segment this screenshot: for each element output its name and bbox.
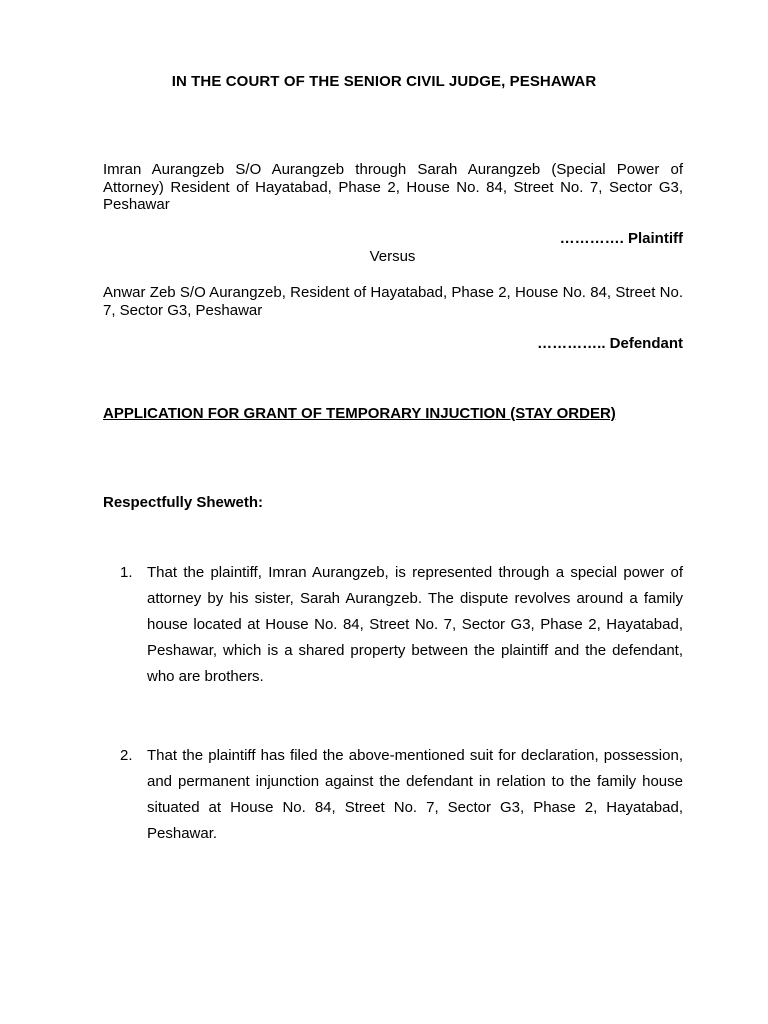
court-title: IN THE COURT OF THE SENIOR CIVIL JUDGE, PESHAWAR xyxy=(171,73,597,90)
numbered-paragraph xyxy=(103,743,683,847)
numbered-paragraph xyxy=(103,560,683,690)
versus-label: Versus xyxy=(369,248,416,265)
defendant-role-label: ………….. Defendant xyxy=(537,335,683,352)
application-title: APPLICATION FOR GRANT OF TEMPORARY INJUCTION (STAY ORDER) xyxy=(103,405,616,422)
paragraph-number: 2. xyxy=(120,747,133,764)
paragraph-text: That the plaintiff has filed the above-mentioned suit for declaration, possession, and permanent injunction against the defendant in relation to the family house situated at House No. 84, Street No. 7, Sector G3, Phase 2, Hayatabad, Peshawar. xyxy=(147,747,683,842)
salutation: Respectfully Sheweth: xyxy=(103,494,264,511)
plaintiff-description: Imran Aurangzeb S/O Aurangzeb through Sarah Aurangzeb (Special Power of Attorney) Resident of Hayatabad, Phase 2, House No. 84, Street No. 7, Sector G3, Peshawar xyxy=(103,161,683,213)
paragraph-number: 1. xyxy=(120,564,133,581)
plaintiff-role-label: …………. Plaintiff xyxy=(559,230,683,247)
paragraph-text: That the plaintiff, Imran Aurangzeb, is represented through a special power of attorney by his sister, Sarah Aurangzeb. The dispute revolves around a family house located at House No. 84, Street No. 7, Sector G3, Phase 2, Hayatabad, Peshawar, which is a shared property between the plaintiff and the defendant, who are brothers. xyxy=(147,564,683,685)
defendant-description: Anwar Zeb S/O Aurangzeb, Resident of Hayatabad, Phase 2, House No. 84, Street No. 7, Sector G3, Peshawar xyxy=(103,284,683,319)
